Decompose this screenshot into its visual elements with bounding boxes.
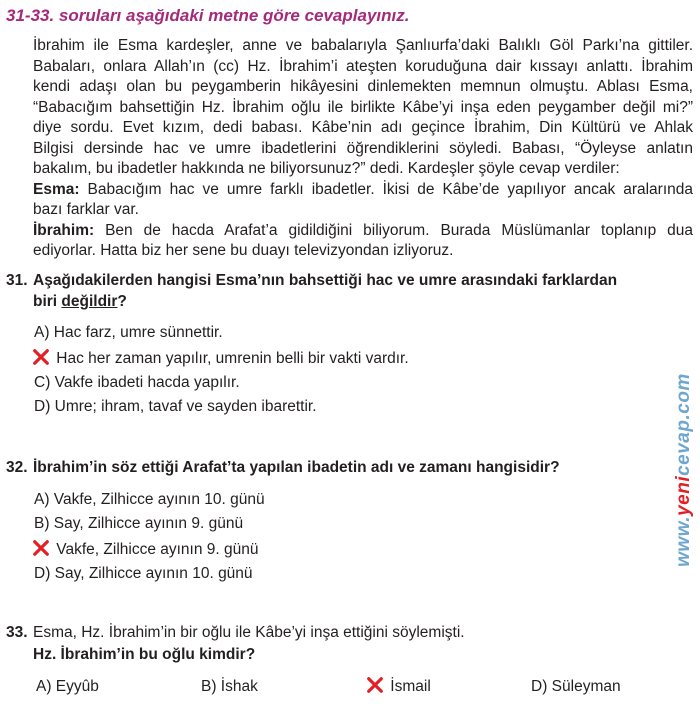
option-text: Hac farz, umre sünnettir. [49, 324, 223, 341]
option-letter: B) [34, 515, 50, 532]
question-text-part: biri [33, 293, 62, 310]
passage-line: kendi adaşı olan bu peygamberin hikâyesini dinlemekten memnun olmuştu. Ablası Esma, [33, 78, 693, 95]
option-text: Say, Zilhicce ayının 9. günü [49, 515, 244, 532]
esma-text: Babacığım hac ve umre farklı ibadetler. İkisi de Kâbe’de yapılıyor ancak aralarında [79, 180, 693, 198]
passage-line: İbrahim ile Esma kardeşler, anne ve babalarıyla Şanlıurfa’daki Balıklı Göl Parkı’na gittiler. [33, 37, 693, 54]
watermark-prefix: www. [673, 515, 694, 567]
ibrahim-dialogue-cont: ediyorlar. Hatta biz her sene bu duayı televizyondan izliyoruz. [33, 242, 454, 259]
option-letter: D) [531, 678, 548, 695]
option-31-b[interactable] [32, 348, 409, 368]
option-33-d[interactable] [531, 678, 621, 696]
ibrahim-dialogue [33, 221, 693, 242]
answer-x-mark-icon [32, 539, 50, 557]
option-31-d[interactable] [34, 398, 317, 416]
option-32-a[interactable] [34, 491, 265, 509]
option-text: İshak [216, 678, 258, 695]
passage-line: Bilgisi dersinde hac ve umre ibadetlerini öğrendiklerini söyledi. Babası, “Öyleyse anlatın [33, 139, 693, 157]
watermark-text [673, 373, 695, 567]
esma-dialogue-cont: bazı farklar var. [33, 201, 139, 218]
option-text: Vakfe, Zilhicce ayının 10. günü [49, 491, 265, 508]
option-text: Vakfe, Zilhicce ayının 9. günü [52, 541, 259, 558]
esma-dialogue [33, 180, 693, 201]
option-32-b[interactable] [34, 515, 243, 533]
passage-line: Babaları, onlara Allah’ın (cc) Hz. İbrahim’i ateşten koruduğuna dair kıssayı anlattı. İbrahim [33, 57, 693, 75]
option-letter: A) [34, 324, 50, 341]
option-letter: C) [34, 374, 51, 391]
option-text: Say, Zilhicce ayının 10. günü [50, 565, 253, 582]
ibrahim-text: Ben de hacda Arafat’a gidildiğini biliyorum. Burada Müslümanlar toplanıp dua [94, 221, 693, 239]
option-text: Süleyman [547, 678, 621, 695]
watermark [670, 340, 698, 600]
question-number: 32. [6, 459, 28, 476]
option-letter: A) [34, 491, 50, 508]
question-33 [6, 622, 465, 666]
reading-passage [33, 36, 693, 262]
option-33-a[interactable] [36, 678, 99, 696]
option-text: Hac her zaman yapılır, umrenin belli bir vakti vardır. [52, 350, 409, 367]
passage-line: “Babacığım bahsettiğin Hz. İbrahim oğlu ile birlikte Kâbe’yi inşa eden peygamber değil mi?” [33, 98, 693, 116]
question-text-cont [6, 291, 617, 312]
passage-line: diye sordu. Evet kızım, dedi babası. Kâbe’nin adı geçince İbrahim, Din Kültürü ve Ahlak [33, 119, 693, 136]
option-31-c[interactable] [34, 374, 240, 392]
option-33-b[interactable] [201, 678, 258, 696]
question-number: 33. [6, 624, 28, 641]
option-text: Eyyûb [51, 678, 99, 695]
question-31 [6, 270, 617, 312]
option-letter: B) [201, 678, 217, 695]
option-33-c[interactable] [366, 676, 431, 696]
answer-x-mark-icon [366, 676, 384, 694]
answer-x-mark-icon [32, 348, 50, 366]
negation-emphasis: değildir [61, 293, 118, 310]
passage-line: bakalım, bu ibadetler hakkında ne biliyorsunuz?” dedi. Kardeşler şöyle cevap verdiler: [33, 160, 620, 177]
option-32-d[interactable] [34, 565, 253, 583]
option-32-c[interactable] [32, 539, 259, 559]
option-letter: A) [36, 678, 52, 695]
option-text: Vakfe ibadeti hacda yapılır. [50, 374, 240, 391]
question-text: Aşağıdakilerden hangisi Esma’nın bahsettiği hac ve umre arasındaki farklardan [33, 272, 618, 289]
option-letter: D) [34, 398, 51, 415]
question-32 [6, 457, 560, 478]
question-number: 31. [6, 272, 28, 289]
question-text-cont: Hz. İbrahim’in bu oğlu kimdir? [33, 646, 256, 663]
watermark-suffix: cevap.com [673, 373, 694, 476]
esma-label: Esma: [33, 180, 80, 198]
question-text: Esma, Hz. İbrahim’in bir oğlu ile Kâbe’yi inşa ettiğini söylemişti. [33, 624, 465, 641]
option-text: Umre; ihram, tavaf ve sayden ibarettir. [50, 398, 317, 415]
section-header: 31-33. soruları aşağıdaki metne göre cevaplayınız. [6, 6, 410, 25]
ibrahim-label: İbrahim: [33, 221, 95, 239]
option-text: İsmail [386, 678, 431, 695]
option-letter: D) [34, 565, 51, 582]
question-text: İbrahim’in söz ettiği Arafat’ta yapılan ibadetin adı ve zamanı hangisidir? [33, 459, 560, 476]
question-mark: ? [117, 293, 127, 310]
watermark-accent: yeni [673, 475, 694, 516]
option-31-a[interactable] [34, 324, 223, 342]
